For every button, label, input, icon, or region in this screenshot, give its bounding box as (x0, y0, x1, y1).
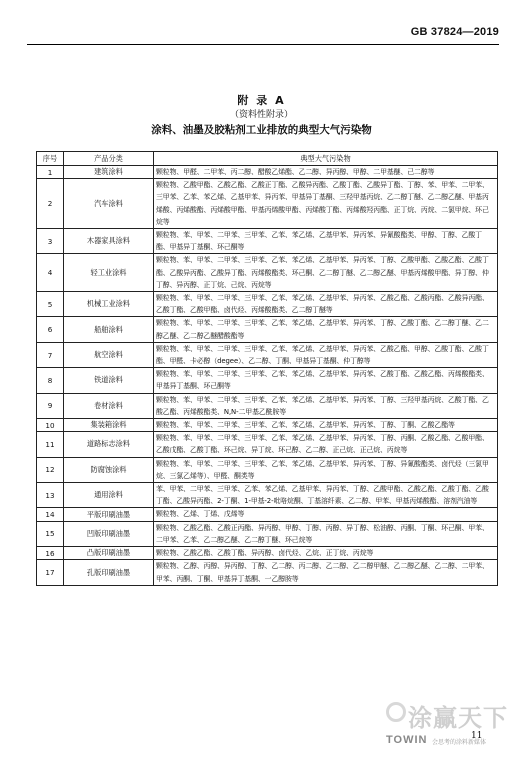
appendix-title: 附 录 A (237, 94, 286, 107)
row-category: 木器家具涂料 (64, 229, 154, 254)
row-pollutants: 颗粒物、乙醇、丙醇、异丙醇、丁醇、乙二醇、丙二醇、乙二醇、乙二醇甲醚、乙二醇乙醚、乙二醇、二甲苯、甲苯、丙酮、丁酮、甲基异丁基酮、一乙醇胺等 (154, 560, 498, 585)
table-row (37, 419, 498, 432)
row-category: 建筑涂料 (64, 166, 154, 179)
row-category: 凹版印刷油墨 (64, 521, 154, 546)
row-index: 7 (37, 342, 64, 367)
row-pollutants: 颗粒物、乙酸乙酯、乙酸正丙酯、异丙醇、甲醇、丁醇、丙醇、异丁醇、松油醇、丙酮、丁酮、环己酮、甲苯、二甲苯、乙苯、乙二醇乙醚、乙二醇丁醚、环己烷等 (154, 521, 498, 546)
row-pollutants: 颗粒物、苯、甲苯、二甲苯、三甲苯、乙苯、苯乙烯、乙基甲苯、异丙苯、丁醇、乙酸甲酯、乙酸乙酯、乙酸丁酯、乙酸异丙酯、乙酸异丁酯、丙烯酸酯类、环己酮、乙二醇丁醚、乙二醇乙醚、甲基丙烯酸甲酯、异丁醇、仲丁醇、异丙醇、正丁烷、己烷、丙烷等 (154, 254, 498, 292)
row-category: 道路标志涂料 (64, 432, 154, 457)
header-pollutants: 典型大气污染物 (154, 152, 498, 166)
row-pollutants: 颗粒物、乙烯、丁烯、戊烯等 (154, 508, 498, 521)
row-pollutants: 颗粒物、乙酸乙酯、乙酸丁酯、异丙醇、卤代烃、乙烷、正丁烷、丙烷等 (154, 547, 498, 560)
watermark-logo (386, 698, 512, 750)
table-row (37, 229, 498, 254)
row-index: 14 (37, 508, 64, 521)
row-pollutants: 苯、甲苯、二甲苯、三甲苯、乙苯、苯乙烯、乙基甲苯、异丙苯、丁醇、乙酸甲酯、乙酸乙酯、乙酸丁酯、乙酸丁酯、乙酸异丙酯、2-丁酮、1-甲基-2-吡咯烷酮、丁基溶纤素、乙二醇、甲苯、甲基丙烯酸酯、溶剂汽油等 (154, 483, 498, 508)
row-category: 防腐蚀涂料 (64, 457, 154, 482)
row-index: 10 (37, 419, 64, 432)
table-row (37, 342, 498, 367)
row-pollutants: 颗粒物、苯、甲苯、二甲苯、三甲苯、乙苯、苯乙烯、乙基甲苯、异丙苯、乙酸乙酯、甲醇、乙酸丁酯、乙酸丁酯、甲醛、卡必醇（degee）、乙二醇、丁酮、甲基异丁基酮、仲丁醇等 (154, 342, 498, 367)
header-index: 序号 (37, 152, 64, 166)
table-row (37, 393, 498, 418)
row-index: 12 (37, 457, 64, 482)
row-index: 8 (37, 368, 64, 393)
table-caption: 涂料、油墨及胶粘剂工业排放的典型大气污染物 (151, 124, 372, 136)
row-index: 16 (37, 547, 64, 560)
row-pollutants: 颗粒物、甲醛、二甲苯、丙二醇、醋酸乙烯酯、乙二醇、异丙醇、甲醇、二甲基醚、己二醇等 (154, 166, 498, 179)
row-category: 孔版印刷油墨 (64, 560, 154, 585)
watermark-slogan: 会思考的涂料新媒体 (432, 739, 487, 746)
row-pollutants: 颗粒物、苯、甲苯、二甲苯、三甲苯、乙苯、苯乙烯、乙基甲苯、异丙苯、异氰酸酯类、甲醇、丁醇、乙酸丁酯、甲基异丁基酮、环己酮等 (154, 229, 498, 254)
row-index: 13 (37, 483, 64, 508)
row-index: 15 (37, 521, 64, 546)
table-row (37, 166, 498, 179)
pollutant-table (36, 151, 498, 586)
watermark-en: TOWIN (386, 734, 428, 746)
row-category: 铁道涂料 (64, 368, 154, 393)
table-header-row (37, 152, 498, 166)
table-row (37, 547, 498, 560)
table-row (37, 457, 498, 482)
row-index: 5 (37, 292, 64, 317)
row-category: 通用涂料 (64, 483, 154, 508)
table-row (37, 560, 498, 585)
row-category: 集装箱涂料 (64, 419, 154, 432)
row-pollutants: 颗粒物、苯、甲苯、二甲苯、三甲苯、乙苯、苯乙烯、乙基甲苯、异丙苯、丁醇、丙酮、乙酸乙酯、乙酸甲酯、乙酸戊酯、乙酸丁酯、环己烷、异丁烷、环己醇、乙二醇、正己烷、正己烷、丙烷等 (154, 432, 498, 457)
row-category: 凸版印刷油墨 (64, 547, 154, 560)
table-row (37, 292, 498, 317)
row-index: 17 (37, 560, 64, 585)
page-number: 11 (471, 731, 483, 741)
header-rule (27, 44, 499, 45)
row-category: 航空涂料 (64, 342, 154, 367)
table-row (37, 483, 498, 508)
row-index: 6 (37, 317, 64, 342)
row-pollutants: 颗粒物、苯、甲苯、二甲苯、三甲苯、乙苯、苯乙烯、乙基甲苯、异丙苯、乙酸丁酯、乙酸乙酯、丙烯酸酯类、甲基异丁基酮、环己酮等 (154, 368, 498, 393)
row-index: 3 (37, 229, 64, 254)
appendix-subtitle: （资料性附录） (229, 110, 293, 120)
row-pollutants: 颗粒物、苯、甲苯、二甲苯、三甲苯、乙苯、苯乙烯、乙基甲苯、异丙苯、丁醇、三羟甲基丙烷、乙酸丁酯、乙酸乙酯、丙烯酸酯类、N,N-二甲基乙酰胺等 (154, 393, 498, 418)
row-index: 1 (37, 166, 64, 179)
header-category: 产品分类 (64, 152, 154, 166)
table-row (37, 254, 498, 292)
standard-code: GB 37824—2019 (410, 26, 499, 38)
appendix-titles (0, 94, 523, 137)
table-row (37, 317, 498, 342)
watermark-circle-icon (386, 702, 406, 722)
row-pollutants: 颗粒物、苯、甲苯、二甲苯、三甲苯、乙苯、苯乙烯、乙基甲苯、异丙苯、丁醇、乙酸丁酯、乙二醇丁醚、乙二醇乙醚、乙二醇乙醚醋酸酯等 (154, 317, 498, 342)
table-row (37, 368, 498, 393)
row-category: 平版印刷油墨 (64, 508, 154, 521)
row-category: 轻工业涂料 (64, 254, 154, 292)
table-row (37, 179, 498, 229)
row-category: 卷材涂料 (64, 393, 154, 418)
table-row (37, 508, 498, 521)
row-index: 2 (37, 179, 64, 229)
row-index: 11 (37, 432, 64, 457)
row-pollutants: 颗粒物、苯、甲苯、二甲苯、三甲苯、乙苯、苯乙烯、乙基甲苯、异丙苯、丁醇、异氰酸酯类、卤代烃（三氯甲烷、三氯乙烯等）、甲醛、酮类等 (154, 457, 498, 482)
row-pollutants: 颗粒物、乙酸甲酯、乙酸乙酯、乙酸正丁酯、乙酸异丙酯、乙酸丁酯、乙酸异丁酯、丁醇、苯、甲苯、二甲苯、三甲苯、乙苯、苯乙烯、乙基甲苯、异丙苯、甲基异丁基酮、三羟甲基丙烷、乙二醇丁醚、乙二醇乙醚、甲基丙烯酸、丙烯酸酯、丙烯酸甲酯、甲基丙烯酸甲酯、丙烯酸丁酯、丙烯酸羟丙酯、正丁烷、丙烷、二氯甲烷、环己烷等 (154, 179, 498, 229)
table-row (37, 521, 498, 546)
row-pollutants: 颗粒物、苯、甲苯、二甲苯、三甲苯、乙苯、苯乙烯、乙基甲苯、异丙苯、乙酸乙酯、乙酸丙酯、乙酸异丙酯、乙酸丁酯、乙酸甲酯、卤代烃、丙烯酸酯类、乙二醇丁醚等 (154, 292, 498, 317)
row-category: 机械工业涂料 (64, 292, 154, 317)
table-body (37, 166, 498, 586)
row-category: 汽车涂料 (64, 179, 154, 229)
table-row (37, 432, 498, 457)
row-index: 9 (37, 393, 64, 418)
row-index: 4 (37, 254, 64, 292)
watermark-cn: 涂赢天下 (408, 704, 508, 732)
row-pollutants: 颗粒物、苯、甲苯、二甲苯、三甲苯、乙苯、苯乙烯、乙基甲苯、异丙苯、丁醇、丁酮、乙酸乙酯等 (154, 419, 498, 432)
row-category: 船舶涂料 (64, 317, 154, 342)
